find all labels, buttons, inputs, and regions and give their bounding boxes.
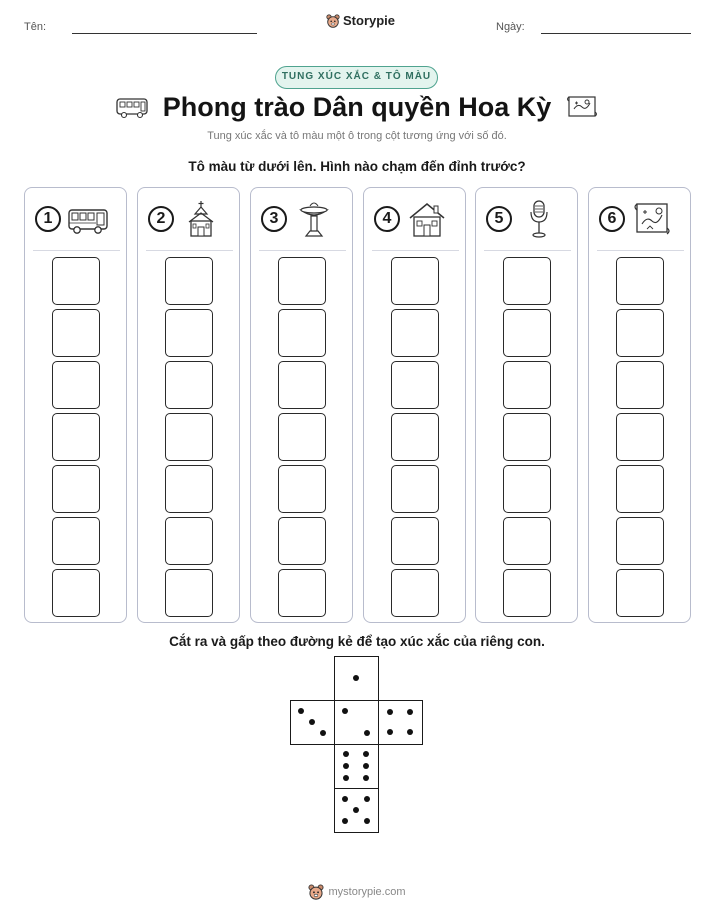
column-number: 4 [374, 206, 400, 232]
die-pip [298, 708, 304, 714]
color-cell[interactable] [278, 257, 326, 305]
color-cell[interactable] [616, 309, 664, 357]
color-cell[interactable] [278, 309, 326, 357]
color-cell[interactable] [616, 569, 664, 617]
color-cell[interactable] [391, 413, 439, 461]
column-6 [588, 187, 691, 623]
color-cell[interactable] [52, 413, 100, 461]
church-icon [180, 200, 222, 238]
column-number: 1 [35, 206, 61, 232]
die-pip [407, 729, 413, 735]
color-cell[interactable] [52, 257, 100, 305]
column-header [599, 200, 679, 240]
column-1 [24, 187, 127, 623]
column-number: 3 [261, 206, 287, 232]
microphone-icon [518, 200, 560, 238]
color-cell[interactable] [278, 517, 326, 565]
activity-badge: TUNG XÚC XẮC & TÔ MÀU [275, 66, 438, 89]
color-cell[interactable] [503, 465, 551, 513]
bear-logo-icon [326, 14, 340, 28]
die-pip [363, 751, 369, 757]
die-face-5 [334, 788, 379, 833]
color-cell[interactable] [503, 361, 551, 409]
title-row [0, 88, 714, 126]
house-icon [406, 200, 448, 238]
color-cell[interactable] [278, 569, 326, 617]
column-header [261, 200, 341, 240]
page-title: Phong trào Dân quyền Hoa Kỳ [162, 91, 552, 122]
color-cell[interactable] [52, 465, 100, 513]
color-cell[interactable] [391, 517, 439, 565]
column-5 [475, 187, 578, 623]
column-divider [33, 250, 120, 251]
color-cell[interactable] [278, 465, 326, 513]
bus-icon [67, 200, 109, 238]
column-divider [372, 250, 459, 251]
name-line[interactable] [72, 33, 257, 34]
column-divider [146, 250, 233, 251]
column-number: 5 [486, 206, 512, 232]
die-pip [363, 775, 369, 781]
color-cell[interactable] [616, 413, 664, 461]
die-pip [343, 775, 349, 781]
die-face-3 [290, 700, 335, 745]
die-pip [343, 763, 349, 769]
color-cell[interactable] [52, 569, 100, 617]
color-cell[interactable] [503, 309, 551, 357]
die-pip [387, 729, 393, 735]
color-cell[interactable] [391, 569, 439, 617]
column-3 [250, 187, 353, 623]
column-number: 2 [148, 206, 174, 232]
color-cell[interactable] [165, 309, 213, 357]
instruction: Tô màu từ dưới lên. Hình nào chạm đến đỉnh trước? [188, 159, 526, 174]
die-pip [363, 763, 369, 769]
die-face-6 [334, 744, 379, 789]
column-header [374, 200, 454, 240]
color-cell[interactable] [165, 413, 213, 461]
die-pip [342, 796, 348, 802]
color-cell[interactable] [503, 569, 551, 617]
color-cell[interactable] [616, 257, 664, 305]
die-pip [387, 709, 393, 715]
color-cell[interactable] [165, 569, 213, 617]
cut-instruction: Cắt ra và gấp theo đường kẻ để tạo xúc xắc của riêng con. [169, 634, 545, 649]
date-label: Ngày: [496, 21, 525, 33]
die-pip [353, 675, 359, 681]
die-pip [342, 708, 348, 714]
die-pip [309, 719, 315, 725]
column-2 [137, 187, 240, 623]
color-cell[interactable] [165, 361, 213, 409]
die-pip [364, 796, 370, 802]
column-header [35, 200, 115, 240]
die-pip [364, 818, 370, 824]
color-cell[interactable] [503, 517, 551, 565]
color-cell[interactable] [165, 465, 213, 513]
footer [0, 884, 714, 900]
die-face-1 [334, 656, 379, 701]
column-4 [363, 187, 466, 623]
die-pip [320, 730, 326, 736]
column-divider [259, 250, 346, 251]
die-pip [353, 807, 359, 813]
column-divider [484, 250, 571, 251]
color-cell[interactable] [52, 517, 100, 565]
die-pip [343, 751, 349, 757]
die-face-2 [334, 700, 379, 745]
drinking-fountain-icon [293, 200, 335, 238]
color-cell[interactable] [616, 465, 664, 513]
map-scroll-icon [631, 200, 673, 238]
brand-logo [326, 13, 395, 28]
color-cell[interactable] [616, 361, 664, 409]
footer-url[interactable]: mystorypie.com [328, 886, 406, 898]
color-cell[interactable] [391, 309, 439, 357]
die-pip [342, 818, 348, 824]
race-columns [24, 187, 691, 623]
color-cell[interactable] [278, 413, 326, 461]
die-face-4 [378, 700, 423, 745]
bear-logo-icon [308, 884, 324, 900]
column-header [148, 200, 228, 240]
die-net [290, 656, 424, 834]
name-label: Tên: [24, 21, 47, 33]
column-header [486, 200, 566, 240]
color-cell[interactable] [165, 517, 213, 565]
color-cell[interactable] [503, 257, 551, 305]
color-cell[interactable] [391, 257, 439, 305]
color-cell[interactable] [391, 465, 439, 513]
color-cell[interactable] [616, 517, 664, 565]
die-pip [407, 709, 413, 715]
subtitle: Tung xúc xắc và tô màu một ô trong cột tương ứng với số đó. [207, 130, 507, 142]
map-scroll-icon [565, 94, 599, 120]
die-pip [364, 730, 370, 736]
bus-icon [115, 94, 149, 120]
color-cell[interactable] [52, 361, 100, 409]
color-cell[interactable] [391, 361, 439, 409]
date-line[interactable] [541, 33, 691, 34]
column-divider [597, 250, 684, 251]
brand-name: Storypie [343, 13, 396, 28]
color-cell[interactable] [165, 257, 213, 305]
color-cell[interactable] [503, 413, 551, 461]
column-number: 6 [599, 206, 625, 232]
color-cell[interactable] [52, 309, 100, 357]
color-cell[interactable] [278, 361, 326, 409]
